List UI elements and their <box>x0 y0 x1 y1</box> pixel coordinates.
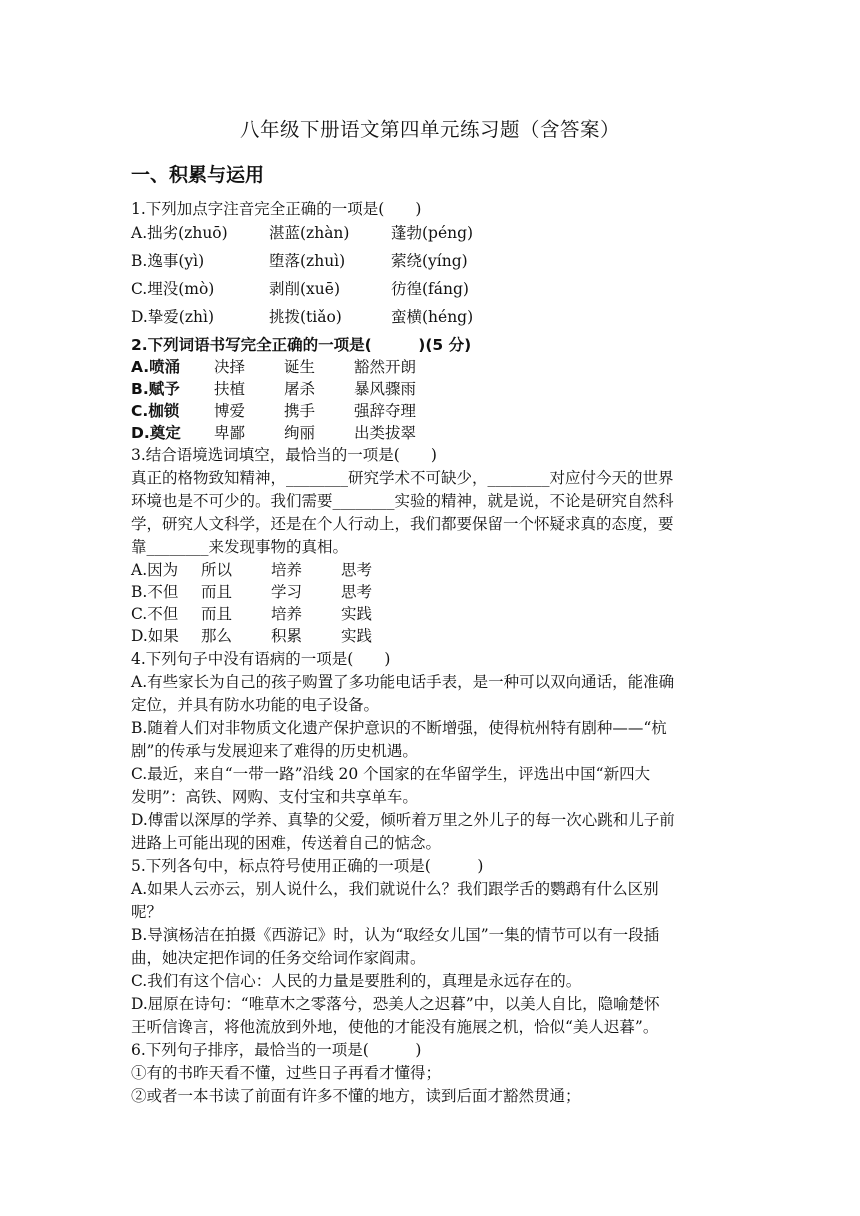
q1-option-c: C.埋没(mò) 剥削(xuē) 彷徨(fáng) <box>131 280 469 298</box>
q2-option-d: D.奠定 卑鄙 绚丽 出类拔翠 <box>131 424 417 442</box>
q5-line: 呢？ <box>131 903 163 921</box>
q5-line: C.我们有这个信心：人民的力量是要胜利的，真理是永远存在的。 <box>131 972 582 990</box>
q3-passage-line: 真正的格物致知精神，________研究学术不可缺少，________对应付今天的世界 <box>131 469 674 487</box>
q1-stem: 1.下列加点字注音完全正确的一项是( ) <box>131 200 422 218</box>
q2-option-b: B.赋予 扶植 屠杀 暴风骤雨 <box>131 380 417 398</box>
q1-option-a: A.拙劣(zhuō) 湛蓝(zhàn) 蓬勃(péng) <box>131 224 474 242</box>
document-title: 八年级下册语文第四单元练习题（含答案） <box>239 118 620 141</box>
q6-stem: 6.下列句子排序，最恰当的一项是( ) <box>131 1041 422 1059</box>
q4-stem: 4.下列句子中没有语病的一项是( ) <box>131 650 391 668</box>
q3-option-b: B.不但 而且 学习 思考 <box>131 583 373 601</box>
q3-option-c: C.不但 而且 培养 实践 <box>131 605 373 623</box>
q2-option-a: A.喷涌 决择 诞生 豁然开朗 <box>131 358 417 376</box>
q6-line: ①有的书昨天看不懂，过些日子再看才懂得； <box>131 1064 442 1082</box>
q5-line: D.屈原在诗句：“唯草木之零落兮，恐美人之迟暮”中，以美人自比，隐喻楚怀 <box>131 995 660 1013</box>
q4-line: C.最近，来自“一带一路”沿线 20 个国家的在华留学生，评选出中国“新四大 <box>131 765 651 783</box>
q4-line: 发明”：高铁、网购、支付宝和共享单车。 <box>131 788 418 806</box>
q4-line: 进路上可能出现的困难，传送着自己的惦念。 <box>131 834 442 852</box>
q5-line: 王听信谗言，将他流放到外地，使他的才能没有施展之机，恰似“美人迟暮”。 <box>131 1018 659 1036</box>
q1-option-d: D.挚爱(zhì) 挑拨(tiǎo) 蛮横(héng) <box>131 308 474 326</box>
q3-option-d: D.如果 那么 积累 实践 <box>131 627 373 645</box>
q4-line: D.傅雷以深厚的学养、真挚的父爱，倾听着万里之外儿子的每一次心跳和儿子前 <box>131 811 675 829</box>
q6-line: ②或者一本书读了前面有许多不懂的地方，读到后面才豁然贯通； <box>131 1087 581 1105</box>
q3-passage-line: 环境也是不可少的。我们需要________实验的精神，就是说，不论是研究自然科 <box>131 492 674 510</box>
q3-passage-line: 学，研究人文科学，还是在个人行动上，我们都要保留一个怀疑求真的态度，要 <box>131 515 674 533</box>
q1-option-b: B.逸事(yì) 堕落(zhuì) 萦绕(yíng) <box>131 252 468 270</box>
q5-line: B.导演杨洁在拍摄《西游记》时，认为“取经女儿国”一集的情节可以有一段插 <box>131 926 660 944</box>
q4-line: 定位，并具有防水功能的电子设备。 <box>131 696 380 714</box>
q2-option-c: C.枷锁 博爱 携手 强辞夺理 <box>131 402 417 420</box>
q3-passage-line: 靠________来发现事物的真相。 <box>131 538 349 556</box>
q3-option-a: A.因为 所以 培养 思考 <box>131 561 373 579</box>
q3-stem: 3.结合语境选词填空，最恰当的一项是( ) <box>131 446 437 464</box>
q4-line: 剧”的传承与发展迎来了难得的历史机遇。 <box>131 742 418 760</box>
q5-line: A.如果人云亦云，别人说什么，我们就说什么？我们跟学舌的鹦鹉有什么区别 <box>131 880 659 898</box>
q4-line: A.有些家长为自己的孩子购置了多功能电话手表，是一种可以双向通话，能准确 <box>131 673 675 691</box>
section-heading: 一、积累与运用 <box>131 164 265 186</box>
q5-line: 曲，她决定把作词的任务交给词作家阎肃。 <box>131 949 426 967</box>
q4-line: B.随着人们对非物质文化遗产保护意识的不断增强，使得杭州特有剧种——“杭 <box>131 719 667 737</box>
q5-stem: 5.下列各句中，标点符号使用正确的一项是( ) <box>131 857 484 875</box>
q2-stem: 2.下列词语书写完全正确的一项是( )(5 分) <box>131 336 472 354</box>
